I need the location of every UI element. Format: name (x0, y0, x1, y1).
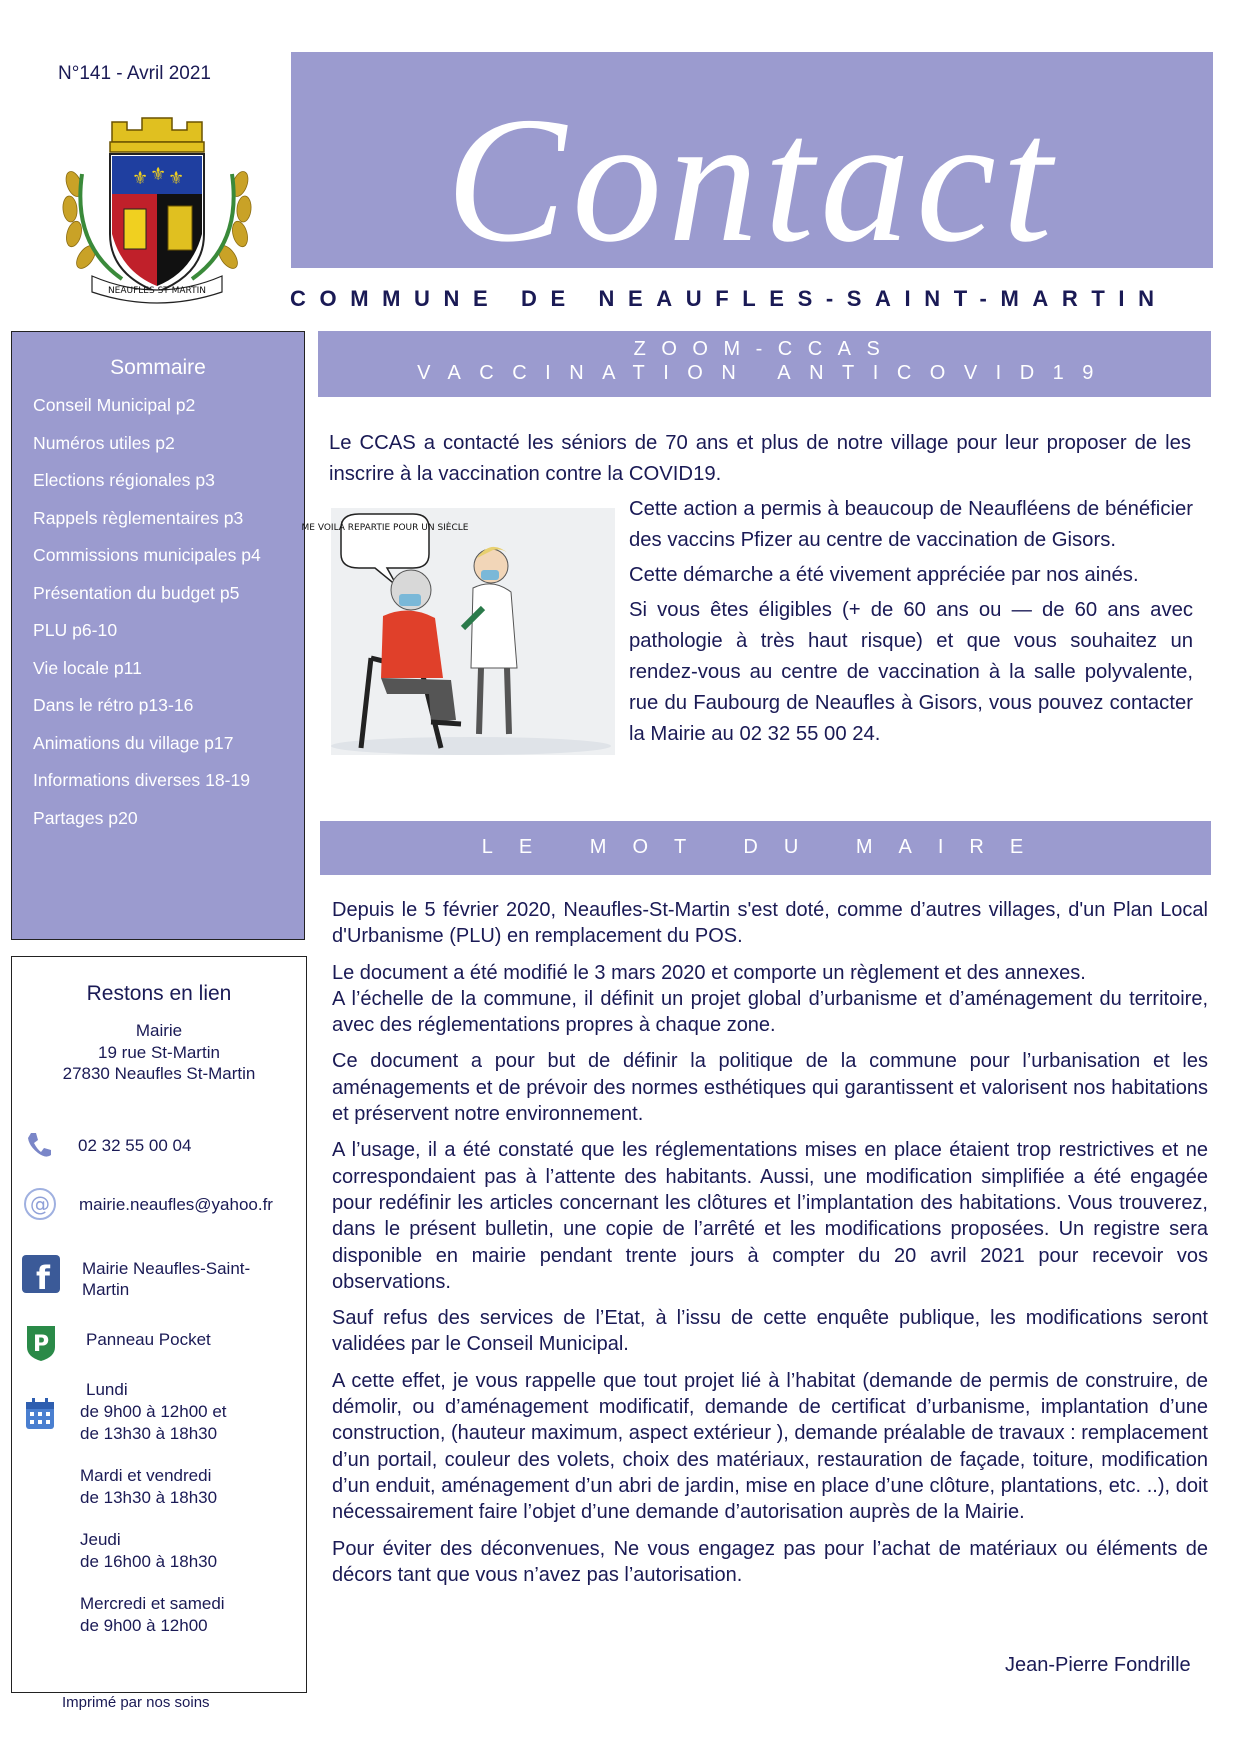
printed-note: Imprimé par nos soins (62, 1694, 210, 1711)
toc-item: PLU p6-10 (33, 620, 118, 640)
hours-wednesday-saturday: de 9h00 à 12h00 (80, 1616, 208, 1635)
toc-item: Informations diverses 18-19 (33, 770, 251, 790)
section-header-zoom-ccas (318, 331, 1211, 397)
crest-banner-text: NEAUFLES ST MARTIN (107, 286, 207, 296)
toc-item: Elections régionales p3 (33, 470, 215, 490)
toc-item: Partages p20 (33, 807, 138, 828)
toc-title: Sommaire (110, 356, 206, 379)
address-line: 19 rue St-Martin (98, 1042, 220, 1062)
hours-label-tuesday-friday: Mardi et vendredi (80, 1466, 212, 1485)
hours-thursday: de 16h00 à 18h30 (80, 1552, 218, 1571)
masthead-title: Contact (446, 80, 1058, 279)
phone-icon (24, 1130, 54, 1160)
facebook-icon[interactable] (22, 1255, 60, 1297)
phone-number[interactable]: 02 32 55 00 04 (78, 1136, 192, 1155)
contact-box (11, 956, 307, 1693)
mayor-signature: Jean-Pierre Fondrille (1005, 1654, 1191, 1676)
panneau-pocket-icon[interactable] (23, 1323, 59, 1363)
issue-number: N°141 - Avril 2021 (58, 63, 212, 84)
table-of-contents (11, 331, 305, 940)
vaccination-cartoon (301, 508, 615, 755)
hours-label-monday: Lundi (86, 1380, 128, 1399)
mairie-address (12, 1020, 306, 1085)
masthead-banner (291, 52, 1213, 279)
mayor-paragraph: Depuis le 5 février 2020, Neaufles-St-Martin s'est doté, comme d’autres villages, d'un Plan Local d'Urbanisme (PLU) en remplacement du POS. (332, 899, 1208, 948)
mayor-paragraph: Ce document a pour but de définir la politique de la commune pour l’urbanisation et les aménagements et de prévoir des normes esthétiques qui garantissent et valorisent nos habitations et préservent notre environnement. (332, 1050, 1208, 1126)
facebook-page-link[interactable]: Mairie Neaufles-Saint-Martin (82, 1259, 251, 1299)
mayor-paragraph: Le document a été modifié le 3 mars 2020 et comporte un règlement et des annexes. (332, 961, 1086, 984)
hours-tuesday-friday: de 13h30 à 18h30 (80, 1488, 218, 1507)
mayor-letter (332, 897, 1208, 1598)
svg-text:⚜: ⚜ (150, 164, 167, 185)
section-title: ZOOM-CCAS (633, 338, 896, 360)
svg-text:@: @ (30, 1192, 50, 1216)
mayor-paragraph: Pour éviter des déconvenues, Ne vous engagez pas pour l’achat de matériaux ou éléments de décors tant que vous n’avez pas l’autorisation. (332, 1537, 1208, 1586)
toc-item: Dans le rétro p13-16 (33, 695, 194, 715)
svg-text:P: P (32, 1332, 50, 1357)
cartoon-bubble-text: ME VOILÀ REPARTIE POUR UN SIÈCLE (301, 523, 469, 533)
toc-item: Vie locale p11 (33, 657, 142, 678)
svg-text:f: f (36, 1259, 50, 1297)
calendar-icon (24, 1397, 56, 1431)
contact-title: Restons en lien (86, 982, 232, 1005)
section-title: LE MOT DU MAIRE (481, 836, 1050, 858)
commune-crest-logo (52, 114, 262, 304)
zoom-paragraph: Cette action a permis à beaucoup de Neaufléens de bénéficier des vaccins Pfizer au centre de vaccination de Gisors. (629, 498, 1193, 551)
toc-item: Rappels règlementaires p3 (33, 507, 244, 528)
zoom-intro-paragraph: Le CCAS a contacté les séniors de 70 ans et plus de notre village pour leur proposer de les inscrire à la vaccination contre la COVID19. (329, 432, 1191, 485)
section-subtitle: VACCINATION ANTICOVID19 (417, 362, 1112, 384)
address-line: Mairie (135, 1021, 183, 1040)
section-header-mot-du-maire (320, 821, 1211, 875)
address-line: 27830 Neaufles St-Martin (62, 1064, 256, 1083)
mayor-paragraph: A cette effet, je vous rappelle que tout projet lié à l’habitat (demande de permis de construire, de démolir, ou d’aménagement modificatif, demande de certificat d’urbanisme, implantation d’une construction, (hauteur maximum, aspect extérieur ), demande préalable de travaux : remplacement d’un portail, couleur des volets, choix des matériaux, restauration de façade, toiture, modification d’un enduit, aménagement d’un abri de jardin, mise en place d’une clôture, plantations, etc. ..), doit nécessairement faire l’objet d’une demande d’autorisation auprès de la Mairie. (332, 1369, 1208, 1524)
svg-text:⚜: ⚜ (168, 168, 185, 189)
zoom-paragraph: Cette démarche a été vivement appréciée par nos ainés. (629, 564, 1139, 586)
svg-text:⚜: ⚜ (132, 168, 149, 189)
at-icon (23, 1187, 57, 1221)
hours-label-wednesday-saturday: Mercredi et samedi (80, 1594, 225, 1613)
mayor-paragraph: A l’usage, il a été constaté que les réglementations mises en place étaient trop restrictives et ne correspondaient pas à l’attente des habitants. Aussi, une modification simplifiée a été engagée pour redéfinir les articles concernant les clôtures et l’implantation des habitations. Vous trouverez, dans le présent bulletin, une copie de l’arrêté et les modifications proposées. Un registre sera disponible en mairie pendant trente jours à compter du 20 avril 2021 pour recevoir vos observations. (332, 1139, 1208, 1293)
panneau-pocket-label[interactable]: Panneau Pocket (86, 1330, 211, 1349)
toc-item: Numéros utiles p2 (33, 432, 175, 453)
hours-monday-morning: de 9h00 à 12h00 et (80, 1402, 227, 1421)
hours-monday-afternoon: de 13h30 à 18h30 (80, 1424, 218, 1443)
commune-name: COMMUNE DE NEAUFLES-SAINT-MARTIN (290, 286, 1168, 311)
toc-item: Commissions municipales p4 (33, 545, 261, 565)
toc-item: Présentation du budget p5 (33, 582, 240, 603)
mayor-paragraph: A l’échelle de la commune, il définit un projet global d’urbanisme et d’aménagement du territoire, avec des réglementations propres à chaque zone. (332, 987, 1208, 1037)
email-link[interactable]: mairie.neaufles@yahoo.fr (79, 1195, 273, 1214)
toc-item: Animations du village p17 (33, 732, 234, 753)
zoom-paragraph: Si vous êtes éligibles (+ de 60 ans ou — de 60 ans avec pathologie à très haut risque) et que vous souhaitez un rendez-vous au centre de vaccination à la salle polyvalente, rue du Faubourg de Neaufles à Gisors, vous pouvez contacter la Mairie au 02 32 55 00 24. (629, 599, 1193, 745)
hours-label-thursday: Jeudi (80, 1530, 121, 1549)
zoom-body-column (629, 494, 1193, 754)
toc-item: Conseil Municipal p2 (33, 395, 196, 415)
mayor-paragraph: Sauf refus des services de l’Etat, à l’issu de cette enquête publique, les modifications seront validées par le Conseil Municipal. (332, 1307, 1208, 1356)
